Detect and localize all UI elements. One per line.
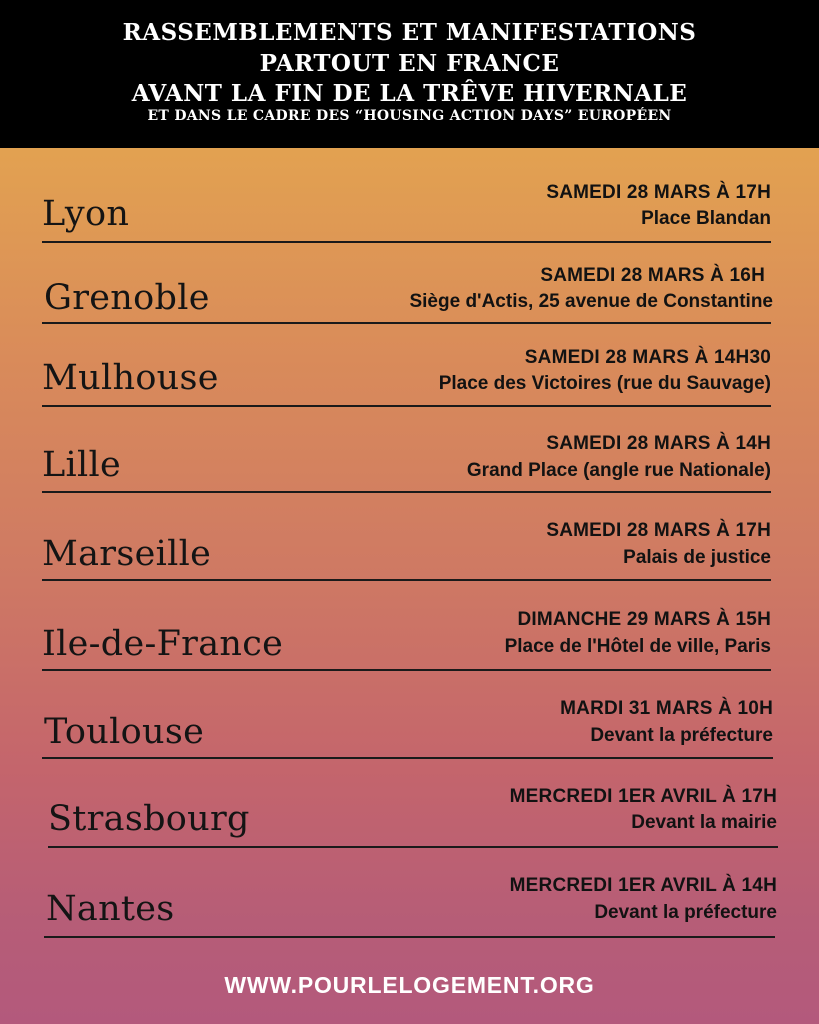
event-date: MARDI 31 MARS À 10H — [560, 698, 773, 719]
event-date: SAMEDI 28 MARS À 17H — [546, 182, 771, 203]
row-divider — [48, 846, 778, 848]
row-divider — [44, 936, 775, 938]
event-date: SAMEDI 28 MARS À 16H — [540, 265, 765, 286]
event-place: Grand Place (angle rue Nationale) — [466, 460, 771, 481]
row-divider — [42, 491, 771, 493]
event-place: Devant la mairie — [631, 812, 777, 833]
event-row-lyon — [0, 172, 819, 262]
event-place: Place des Victoires (rue du Sauvage) — [438, 373, 771, 394]
event-date: DIMANCHE 29 MARS À 15H — [517, 609, 771, 630]
row-divider — [42, 241, 771, 243]
event-place: Place Blandan — [641, 208, 771, 229]
event-date: SAMEDI 28 MARS À 17H — [546, 520, 771, 541]
event-row-nantes — [0, 866, 819, 956]
event-place: Place de l'Hôtel de ville, Paris — [504, 636, 771, 657]
event-row-lille — [0, 425, 819, 515]
event-row-mulhouse — [0, 338, 819, 428]
event-row-marseille — [0, 512, 819, 602]
event-place: Siège d'Actis, 25 avenue de Constantine — [409, 291, 773, 312]
event-city: Grenoble — [44, 278, 210, 318]
poster-header — [0, 0, 819, 148]
event-date: SAMEDI 28 MARS À 14H — [546, 433, 771, 454]
event-place: Devant la préfecture — [590, 725, 773, 746]
event-row-grenoble — [0, 256, 819, 346]
row-divider — [42, 669, 771, 671]
event-city: Lille — [42, 445, 122, 485]
event-city: Toulouse — [44, 712, 205, 752]
event-city: Mulhouse — [42, 358, 219, 398]
event-place: Palais de justice — [623, 547, 771, 568]
event-city: Marseille — [42, 534, 212, 574]
row-divider — [42, 322, 771, 324]
event-city: Ile-de-France — [42, 624, 284, 664]
row-divider — [42, 405, 771, 407]
event-date: SAMEDI 28 MARS À 14H30 — [524, 347, 771, 368]
event-city: Lyon — [42, 194, 130, 234]
header-title-line-3: AVANT LA FIN DE LA TRÊVE HIVERNALE — [131, 80, 688, 107]
header-title-line-1: RASSEMBLEMENTS ET MANIFESTATIONS — [122, 19, 697, 46]
event-row-ile-de-france — [0, 601, 819, 691]
website-link[interactable]: WWW.POURLELOGEMENT.ORG — [224, 972, 595, 998]
event-date: MERCREDI 1ER AVRIL À 14H — [509, 875, 777, 896]
header-subtitle: ET DANS LE CADRE DES “HOUSING ACTION DAYS” EUROPÉEN — [147, 108, 672, 124]
event-row-toulouse — [0, 690, 819, 780]
event-city: Nantes — [46, 889, 175, 929]
row-divider — [42, 579, 771, 581]
event-date: MERCREDI 1ER AVRIL À 17H — [509, 786, 777, 807]
header-title-line-2: PARTOUT EN FRANCE — [259, 50, 560, 77]
row-divider — [42, 757, 773, 759]
event-row-strasbourg — [0, 777, 819, 867]
event-place: Devant la préfecture — [594, 902, 777, 923]
event-city: Strasbourg — [48, 799, 250, 839]
